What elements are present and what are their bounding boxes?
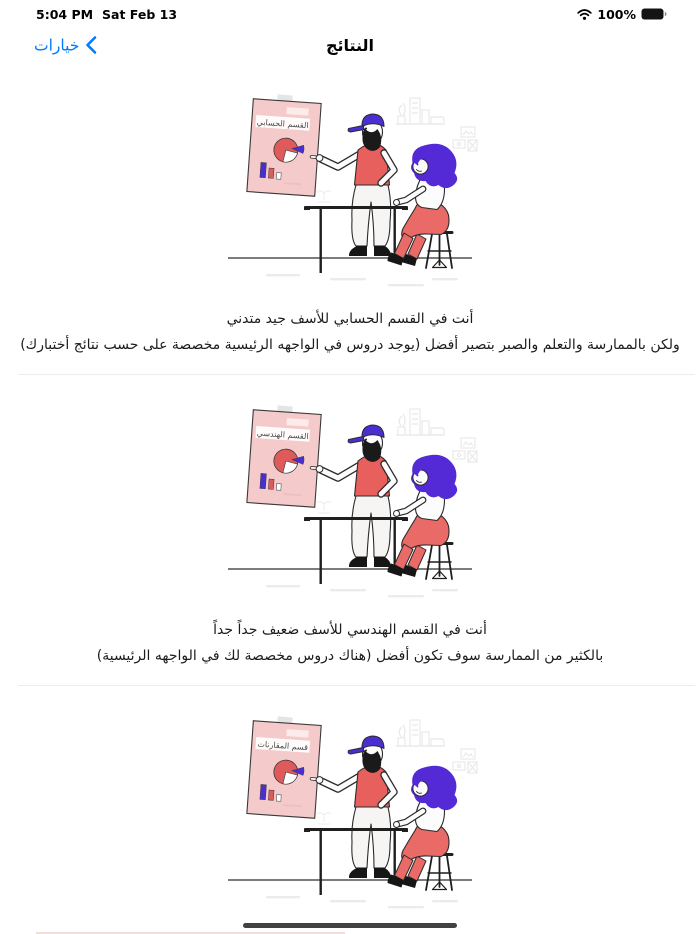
result-section-arithmetic: [0, 64, 700, 358]
page-title: النتائج: [325, 35, 375, 55]
back-button[interactable]: [34, 36, 97, 55]
result-section-geometry: [0, 375, 700, 669]
home-indicator[interactable]: [243, 923, 457, 928]
back-button-label: خيارات: [34, 36, 80, 54]
battery-percent: 100%: [597, 6, 636, 22]
caption-line-2: ولكن بالممارسة والتعلم والصبر بتصير أفضل (يوجد دروس في الواجهه الرئيسية مخصصة على حسب نتائج أختبارك): [20, 337, 680, 353]
board-title-text: القسم الهندسي: [256, 428, 309, 442]
battery-icon: [641, 8, 667, 20]
presentation-illustration: [220, 90, 480, 290]
caption-line-1: أنت في القسم الحسابي للأسف جيد متدني: [226, 311, 474, 327]
status-bar: [0, 0, 700, 26]
status-date: Sat Feb 13: [102, 6, 178, 22]
status-right: [577, 7, 667, 22]
wifi-icon: [577, 9, 592, 20]
chevron-left-icon: [85, 36, 97, 55]
caption-line-1: أنت في القسم الهندسي للأسف ضعيف جداً جداً: [213, 622, 487, 638]
caption-line-2: بالكثير من الممارسة سوف تكون أفضل (هناك دروس مخصصة لك في الواجهه الرئيسية): [96, 648, 604, 664]
nav-bar: [0, 26, 700, 64]
status-left: [36, 7, 177, 22]
board-title-text: القسم الحسابي: [256, 117, 309, 131]
result-caption: [0, 617, 700, 669]
result-section-comparisons: [0, 686, 700, 912]
board-title-text: قسم المقارنات: [257, 739, 309, 753]
result-caption: [0, 306, 700, 358]
presentation-illustration: [220, 401, 480, 601]
presentation-illustration: [220, 712, 480, 912]
status-time: 5:04 PM: [36, 6, 94, 22]
